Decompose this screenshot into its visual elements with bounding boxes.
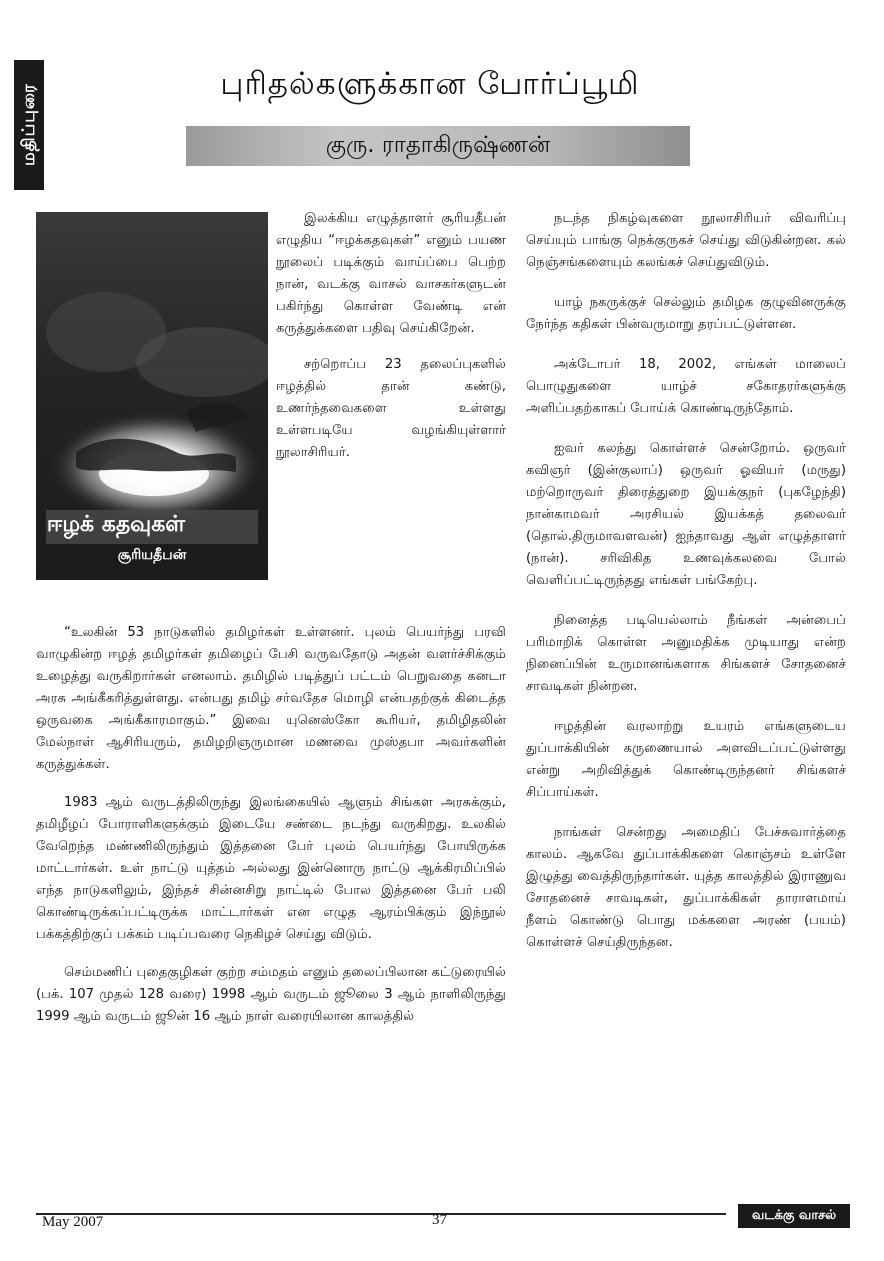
paragraph: நடந்த நிகழ்வுகளை நூலாசிரியர் விவரிப்பு செய்யும் பாங்கு நெக்குருகச் செய்து விடுகின்றன. கல் நெஞ்சங்களையும் கலங்கச் செய்துவிடும். (526, 211, 846, 270)
section-tab: மதிப்புரை (14, 60, 44, 190)
cover-author: சூரியதீபன் (117, 547, 187, 563)
paragraph: நினைத்த படியெல்லாம் நீங்கள் அன்பைப் பரிமாறிக் கொள்ள அனுமதிக்க முடியாது என்ற நினைப்பின் உருமானங்களாக சிங்களச் சோதனைச் சாவடிகள் நின்றன. (526, 613, 846, 694)
paragraph: அக்டோபர் 18, 2002, எங்கள் மாலைப் பொழுதுகளை யாழ்ச் சகோதரர்களுக்கு அளிப்பதற்காகப் போய்க் கொண்டிருந்தோம். (526, 357, 846, 416)
magazine-name: வடக்கு வாசல் (738, 1204, 850, 1228)
paragraph: செம்மணிப் புதைகுழிகள் குற்ற சம்மதம் எனும் தலைப்பிலான கட்டுரையில் (பக். 107 முதல் 128 வரை) 1998 ஆம் வருடம் ஜூலை 3 ஆம் நாளிலிருந்து 1999 ஆம் வருடம் ஜூன் 16 ஆம் நாள் வரையிலான காலத்தில் (36, 965, 506, 1024)
footer-date: May 2007 (42, 1214, 104, 1230)
paragraph: ஈழத்தின் வரலாற்று உயரம் எங்களுடைய துப்பாக்கியின் கருணையால் அளவிடப்பட்டுள்ளது என்று அறிவித்துக் கொண்டிருந்தனர் சிங்களச் சிப்பாய்கள். (526, 719, 846, 800)
column-b (36, 622, 506, 1044)
paragraph: யாழ் நகருக்குச் செல்லும் தமிழக குழுவினருக்கு நேர்ந்த கதிகள் பின்வருமாறு தரப்பட்டுள்ளன. (526, 295, 846, 332)
column-c (526, 208, 846, 972)
paragraph: நாங்கள் சென்றது அமைதிப் பேச்சுவார்த்தை காலம். ஆகவே துப்பாக்கிகளை கொஞ்சம் உள்ளே இழுத்து வைத்திருந்தார்கள். யுத்த காலத்தில் இராணுவ சோதனைச் சாவடிகள், துப்பாக்கிகள் தாராளமாய் நீளம் கொண்டு பொது மக்களை அரண் (பயம்) கொள்ளச் செய்திருந்தன. (526, 825, 846, 950)
paragraph: “உலகின் 53 நாடுகளில் தமிழர்கள் உள்ளனர். புலம் பெயர்ந்து பரவி வாழுகின்ற ஈழத் தமிழர்கள் தமிழைப் பேசி வருவதோடு அதன் வளர்ச்சிக்கும் உழைத்து வருகிறார்கள் எனலாம். தமிழில் படித்துப் பட்டம் பெறுவதை கனடா அரசு அங்கீகரித்துள்ளது. என்பது தமிழ் சர்வதேச மொழி என்பதற்குக் கிடைத்த ஒருவகை அங்கீகாரமாகும்.” இவை யுனெஸ்கோ கூரியர், தமிழிதலின் மேல்நாள் ஆசிரியரும், தமிழறிஞருமான மணவை முஸ்தபா அவர்களின் கருத்துக்கள். (36, 625, 506, 772)
author-banner (186, 126, 690, 166)
cover-title: ஈழக் கதவுகள் (46, 512, 186, 537)
article-title: புரிதல்களுக்கான போர்ப்பூமி (220, 66, 640, 102)
footer-rule (36, 1213, 726, 1215)
paragraph: 1983 ஆம் வருடத்திலிருந்து இலங்கையில் ஆளும் சிங்கள அரசுக்கும், தமிழீழப் போராளிகளுக்கும் இடையே சண்டை நடந்து வருகிறது. உலகில் வேறெந்த மண்ணிலிருந்தும் இத்தனை பேர் புலம் பெயர்ந்து போயிருக்க மாட்டார்கள். உள் நாட்டு யுத்தம் அல்லது இன்னொரு நாட்டு ஆக்கிரமிப்பில் எந்த நாடுகளிலும், இந்தச் சின்னசிறு நாட்டில் போல இத்தனை பேர் பலி கொண்டிருக்கப்பட்டிருக்க மாட்டார்கள் என எழுத ஆரம்பிக்கும் இந்நூல் பக்கத்திற்குப் பக்கம் படிப்பவரை நெகிழச் செய்து விடும். (36, 795, 506, 942)
paragraph: இலக்கிய எழுத்தாளர் சூரியதீபன் எழுதிய “ஈழக்கதவுகள்” எனும் பயண நூலைப் படிக்கும் வாய்ப்பை பெற்ற நான், வடக்கு வாசல் வாசகர்களுடன் பகிர்ந்து கொள்ள வேண்டி என் கருத்துக்களை பதிவு செய்கிறேன். (276, 211, 506, 336)
column-a (276, 208, 506, 478)
paragraph: ஐவர் கலந்து கொள்ளச் சென்றோம். ஒருவர் கவிஞர் (இன்குலாப்) ஒருவர் ஓவியர் (மருது) மற்றொருவர் திரைத்துறை இயக்குநர் (புகழேந்தி) நான்காமவர் அரசியல் இயக்கத் தலைவர் (தொல்.திருமாவளவன்) ஐந்தாவது ஆள் எழுத்தாளர் (நான்). சரிவிகித உணவுக்கலவை போல் வெளிப்பட்டிருந்தது எங்கள் பங்கேற்பு. (526, 441, 846, 588)
page-number: 37 (432, 1212, 447, 1228)
paragraph: சற்றொப்ப 23 தலைப்புகளில் ஈழத்தில் தான் கண்டு, உணர்ந்தவைகளை உள்ளது உள்ளபடியே வழங்கியுள்ளார் நூலாசிரியர். (276, 357, 506, 460)
author-name: குரு. ராதாகிருஷ்ணன் (325, 131, 551, 158)
